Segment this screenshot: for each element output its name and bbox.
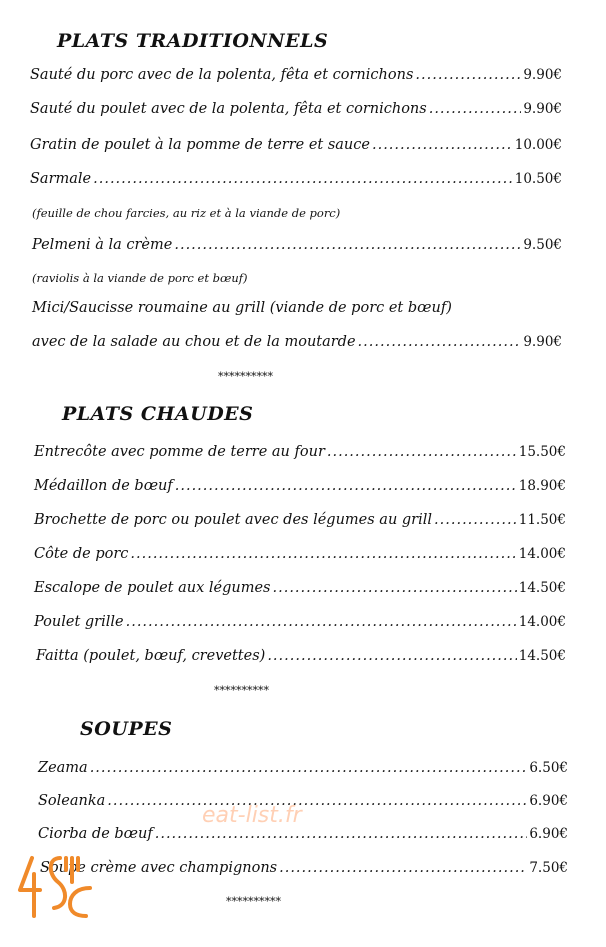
section-title-traditionnels: PLATS TRADITIONNELS [57,30,329,52]
item-name: Poulet grille [34,614,124,630]
leader-dots [429,101,522,117]
separator: ********** [218,370,273,383]
leader-dots [358,334,522,350]
leader-dots [267,648,516,664]
item-price: 11.50€ [518,512,566,528]
item-price: 14.50€ [518,580,566,596]
item-name: Sarmale [30,171,92,187]
item-name: Brochette de porc ou poulet avec des légumes au grill [34,512,433,528]
item-price: 14.00€ [518,546,566,562]
menu-item [34,444,566,460]
item-name: Soleanka [38,793,106,809]
menu-item [34,580,566,596]
item-price: 14.50€ [518,648,566,664]
item-name: Pelmeni à la crème [32,237,173,253]
leader-dots [174,237,521,253]
menu-item [38,793,568,809]
section-title-chaudes: PLATS CHAUDES [62,403,254,425]
item-name: Zeama [38,760,88,776]
leader-dots [372,137,513,153]
item-name: Sauté du porc avec de la polenta, fêta et cornichons [30,67,414,83]
item-price: 10.00€ [514,137,562,153]
item-name: Côte de porc [34,546,129,562]
item-price: 10.50€ [514,171,562,187]
menu-item [32,334,562,350]
item-price: 14.00€ [518,614,566,630]
leader-dots [90,760,528,776]
item-price: 6.90€ [529,826,568,842]
item-name: avec de la salade au chou et de la moutarde [32,334,356,350]
leader-dots [327,444,517,460]
item-price: 18.90€ [518,478,566,494]
item-price: 15.50€ [518,444,566,460]
item-name: Sauté du poulet avec de la polenta, fêta et cornichons [30,101,427,117]
item-name: Escalope de poulet aux légumes [34,580,271,596]
menu-item [34,546,566,562]
leader-dots [130,546,516,562]
menu-item [30,137,562,153]
item-name: Soupe crème avec champignons [40,860,278,876]
leader-dots [434,512,517,528]
menu-item [36,648,566,664]
menu-item [38,760,568,776]
menu-item [34,512,566,528]
item-name-line1: Mici/Saucisse roumaine au grill (viande de porc et bœuf) [32,300,452,316]
separator: ********** [226,895,281,908]
leader-dots [93,171,513,187]
item-price: 7.50€ [529,860,568,876]
leader-dots [107,793,527,809]
brand-logo-icon [14,852,94,922]
item-note: (feuille de chou farcies, au riz et à la viande de porc) [32,206,341,220]
menu-item [30,171,562,187]
item-price: 9.90€ [523,334,562,350]
item-price: 6.50€ [529,760,568,776]
item-price: 9.50€ [523,237,562,253]
item-name: Gratin de poulet à la pomme de terre et sauce [30,137,370,153]
item-name: Médaillon de bœuf [34,478,173,494]
item-note: (raviolis à la viande de porc et bœuf) [32,271,248,285]
item-price: 6.90€ [529,793,568,809]
leader-dots [273,580,517,596]
menu-item [30,101,562,117]
watermark-text: eat-list.fr [202,803,302,828]
menu-item [38,826,568,842]
item-name: Ciorba de bœuf [38,826,153,842]
menu-item [34,478,566,494]
leader-dots [126,614,517,630]
menu-item [32,237,562,253]
leader-dots [279,860,527,876]
separator: ********** [214,684,269,697]
section-title-soupes: SOUPES [80,718,173,740]
item-price: 9.90€ [523,67,562,83]
leader-dots [415,67,521,83]
menu-item [30,67,562,83]
menu-item [34,614,566,630]
item-name: Entrecôte avec pomme de terre au four [34,444,325,460]
leader-dots [175,478,517,494]
menu-item [40,860,568,876]
item-name: Faitta (poulet, bœuf, crevettes) [36,648,266,664]
leader-dots [155,826,528,842]
item-price: 9.90€ [523,101,562,117]
